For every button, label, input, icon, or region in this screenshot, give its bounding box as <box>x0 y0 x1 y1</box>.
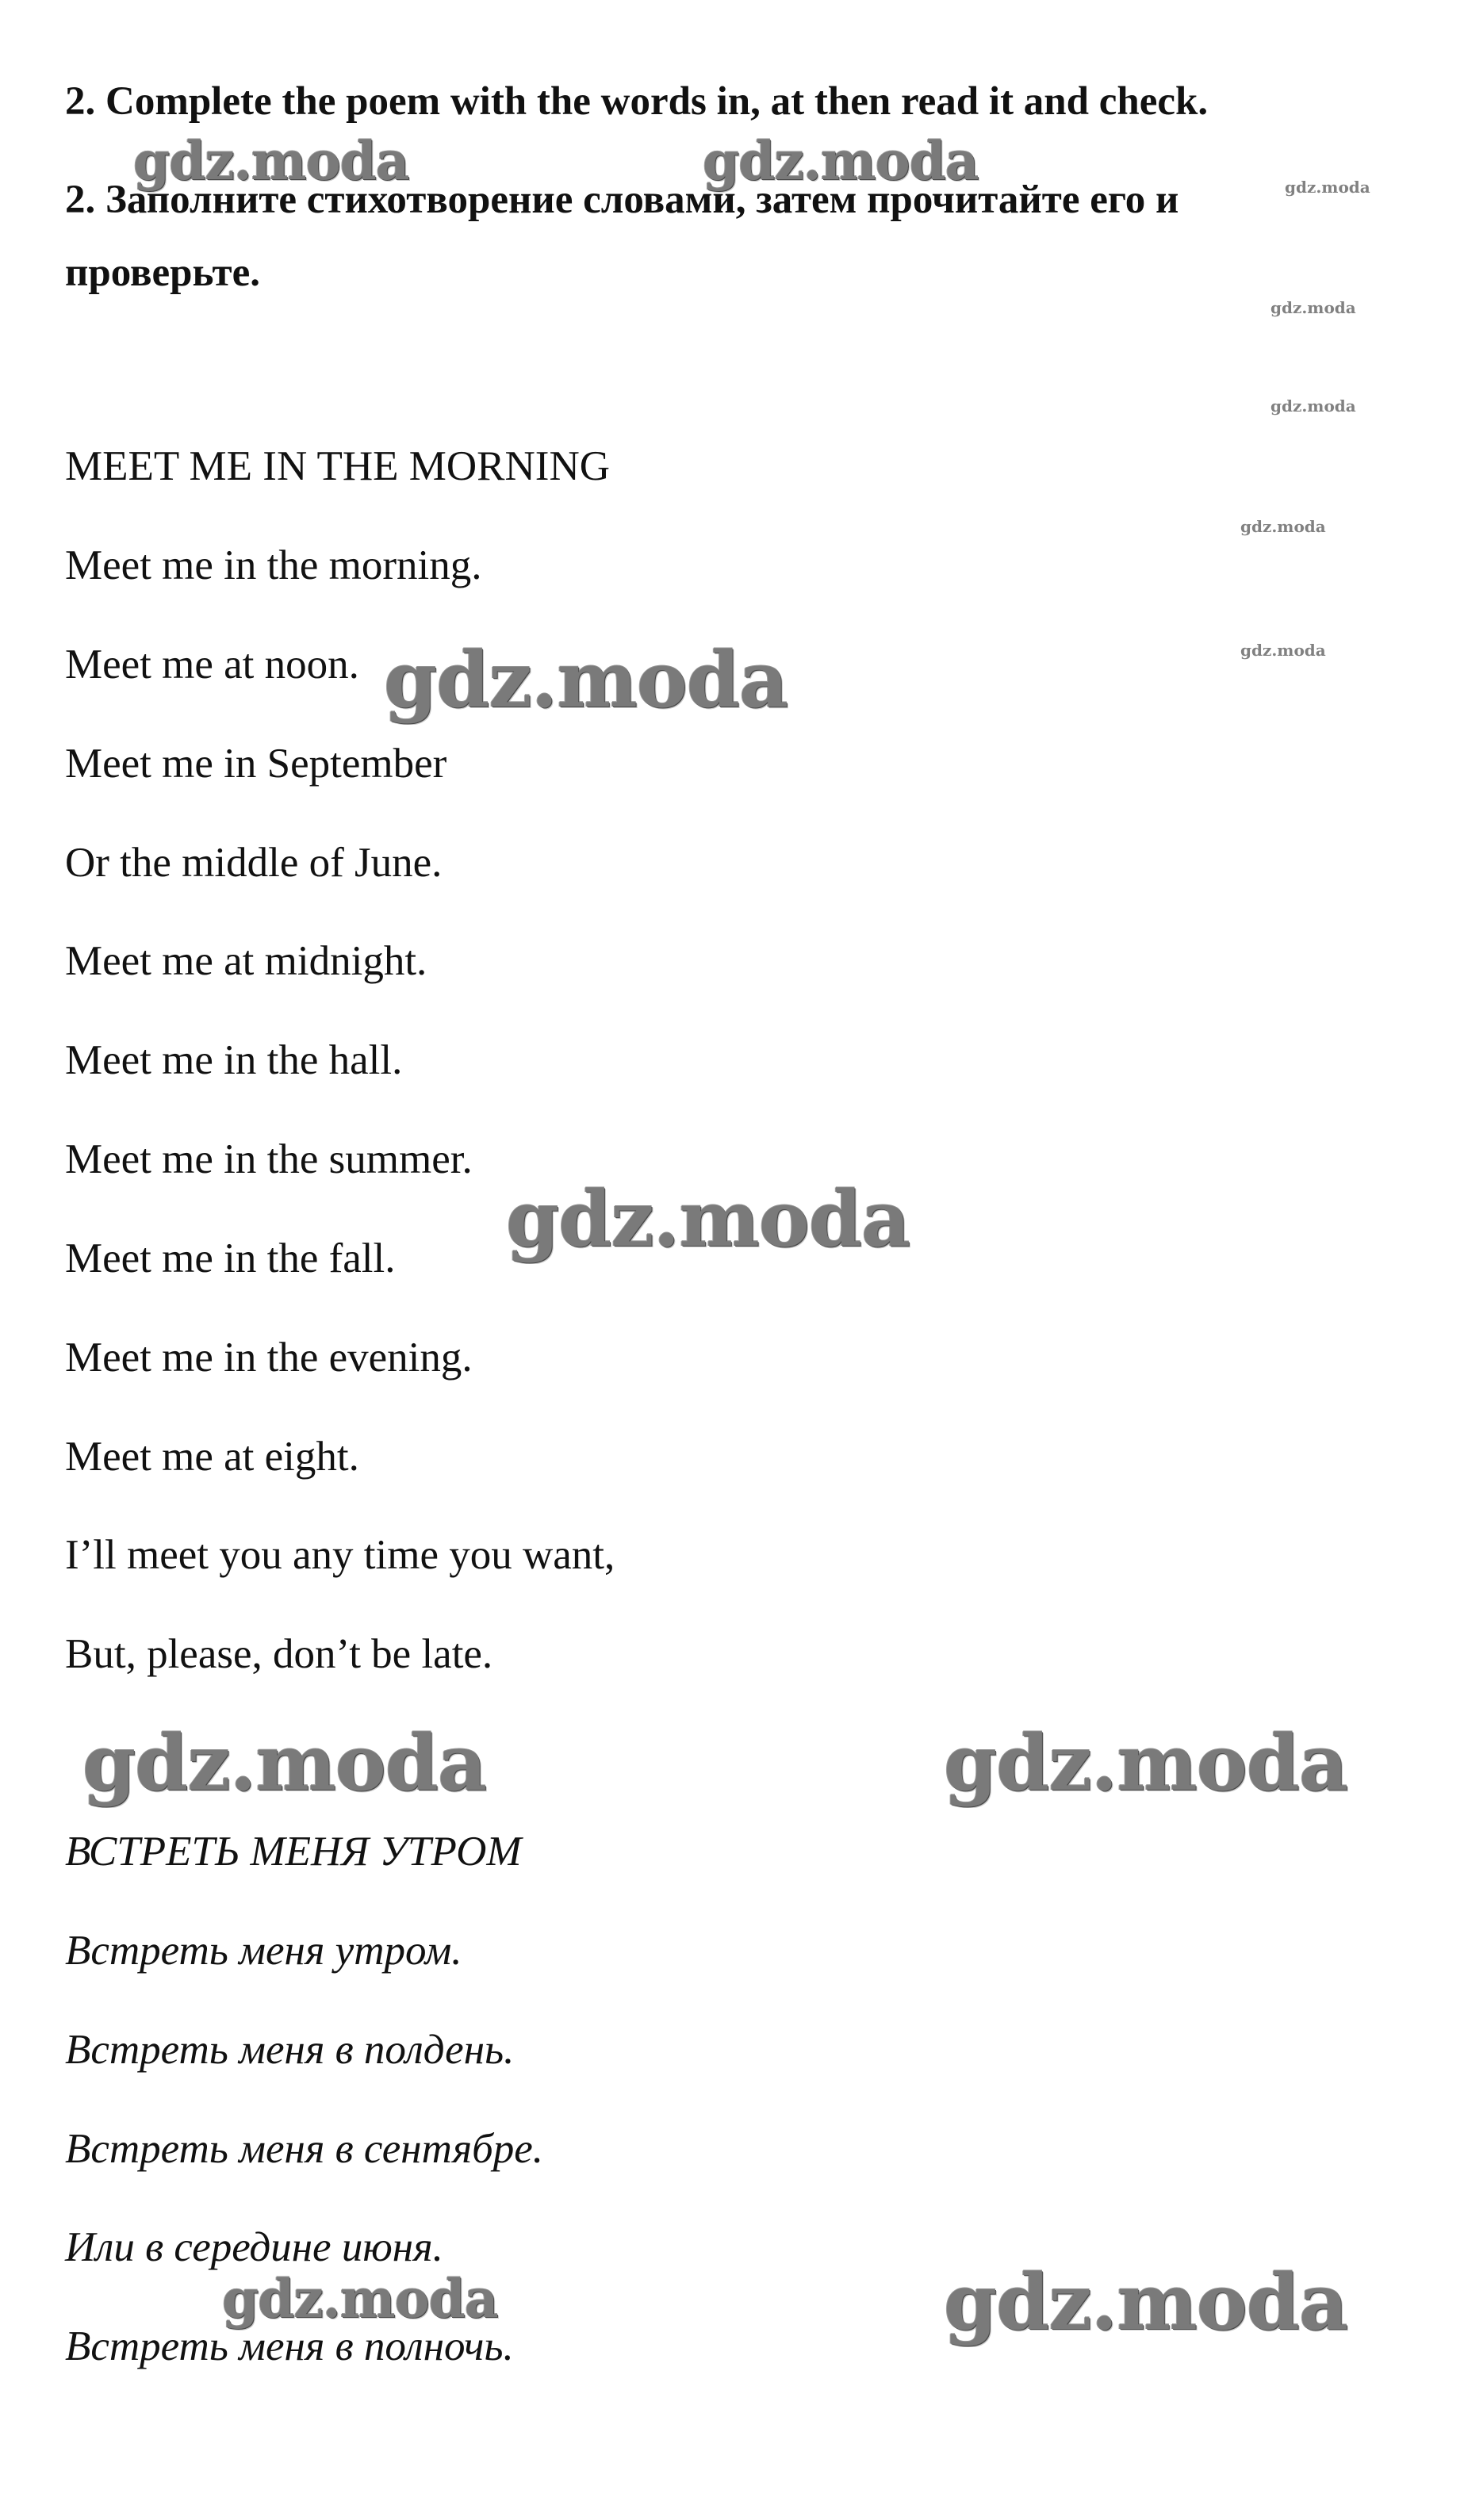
poem-ru-line: Встреть меня в полдень. <box>65 2027 515 2073</box>
poem-en-line: I’ll meet you any time you want, <box>65 1532 615 1578</box>
poem-en-line: Meet me in the evening. <box>65 1335 473 1381</box>
watermark: gdz.moda <box>1270 298 1356 317</box>
task-russian-line-1: 2. Заполните стихотворение словами, затем прочитайте его и <box>65 178 1179 222</box>
watermark: gdz.moda <box>82 1718 487 1808</box>
poem-ru-line: Встреть меня в сентябре. <box>65 2126 544 2172</box>
watermark: gdz.moda <box>506 1174 910 1264</box>
watermark: gdz.moda <box>222 2268 498 2330</box>
watermark: gdz.moda <box>944 1718 1348 1808</box>
poem-en-line: Meet me at eight. <box>65 1434 359 1480</box>
poem-ru-line: Встреть меня утром. <box>65 1928 462 1974</box>
watermark: gdz.moda <box>703 130 979 192</box>
poem-en-line: Meet me at midnight. <box>65 938 427 984</box>
poem-ru-line: Или в середине июня. <box>65 2224 443 2270</box>
poem-en-line: Or the middle of June. <box>65 840 443 886</box>
poem-en-title: MEET ME IN THE MORNING <box>65 443 611 489</box>
poem-en-line: Meet me in September <box>65 741 447 787</box>
poem-en-line: Meet me at noon. <box>65 641 359 687</box>
watermark: gdz.moda <box>1285 178 1370 197</box>
poem-en-line: Meet me in the morning. <box>65 542 482 588</box>
poem-en-line: Meet me in the summer. <box>65 1136 473 1182</box>
watermark: gdz.moda <box>944 2258 1348 2347</box>
poem-ru-title: ВСТРЕТЬ МЕНЯ УТРОМ <box>65 1829 522 1875</box>
poem-ru-line: Встреть меня в полночь. <box>65 2323 514 2369</box>
task-english: 2. Complete the poem with the words in, at then read it and check. <box>65 79 1209 124</box>
poem-en-line: But, please, don’t be late. <box>65 1631 493 1677</box>
task-russian-line-2: проверьте. <box>65 251 260 295</box>
watermark: gdz.moda <box>133 130 409 192</box>
watermark: gdz.moda <box>1240 517 1326 536</box>
poem-en-line: Meet me in the fall. <box>65 1235 396 1281</box>
watermark: gdz.moda <box>1240 641 1326 660</box>
watermark: gdz.moda <box>384 635 788 725</box>
poem-en-line: Meet me in the hall. <box>65 1037 403 1083</box>
watermark: gdz.moda <box>1270 396 1356 416</box>
